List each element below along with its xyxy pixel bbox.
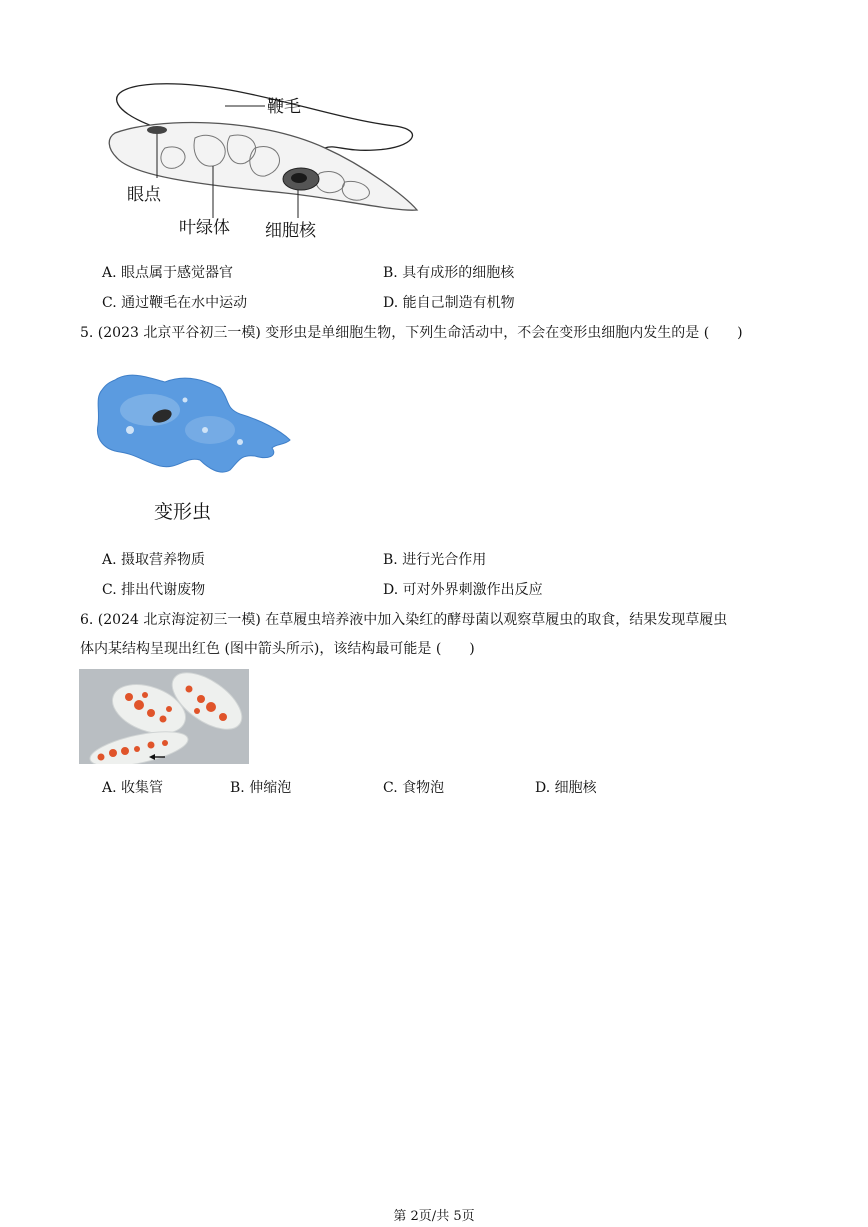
paramecium-photo — [79, 669, 249, 764]
flagellum-label: 鞭毛 — [267, 97, 301, 117]
q6-option-a[interactable]: A. 收集管 — [102, 780, 164, 796]
q6-option-d[interactable]: D. 细胞核 — [535, 780, 597, 796]
amoeba-caption: 变形虫 — [154, 501, 212, 523]
q6-option-c[interactable]: C. 食物泡 — [383, 780, 445, 796]
q6-option-b[interactable]: B. 伸缩泡 — [230, 780, 292, 796]
q4-option-b[interactable]: B. 具有成形的细胞核 — [383, 265, 515, 281]
q4-option-d[interactable]: D. 能自己制造有机物 — [383, 295, 515, 311]
nucleus-label: 细胞核 — [265, 221, 316, 241]
q5-stem: 5. (2023 北京平谷初三一模) 变形虫是单细胞生物，下列生命活动中，不会在变形虫细胞内发生的是 ( ) — [80, 325, 743, 341]
q4-option-c[interactable]: C. 通过鞭毛在水中运动 — [102, 295, 248, 311]
q6-stem-line1: 6. (2024 北京海淀初三一模) 在草履虫培养液中加入染红的酵母菌以观察草履虫的取食，结果发现草履虫 — [80, 612, 728, 628]
q5-option-c[interactable]: C. 排出代谢废物 — [102, 582, 206, 598]
q4-option-a[interactable]: A. 眼点属于感觉器官 — [102, 265, 234, 281]
q5-option-d[interactable]: D. 可对外界刺激作出反应 — [383, 582, 543, 598]
euglena-figure — [95, 78, 435, 243]
chloroplast-label: 叶绿体 — [179, 218, 230, 238]
q5-option-a[interactable]: A. 摄取营养物质 — [102, 552, 206, 568]
eyespot-label: 眼点 — [127, 185, 161, 205]
page-number: 第 2页/共 5页 — [393, 1209, 475, 1224]
amoeba-figure — [90, 370, 300, 530]
q6-stem-line2: 体内某结构呈现出红色 (图中箭头所示)，该结构最可能是 ( ) — [80, 641, 475, 657]
q5-option-b[interactable]: B. 进行光合作用 — [383, 552, 487, 568]
eyespot-mark — [147, 126, 167, 134]
